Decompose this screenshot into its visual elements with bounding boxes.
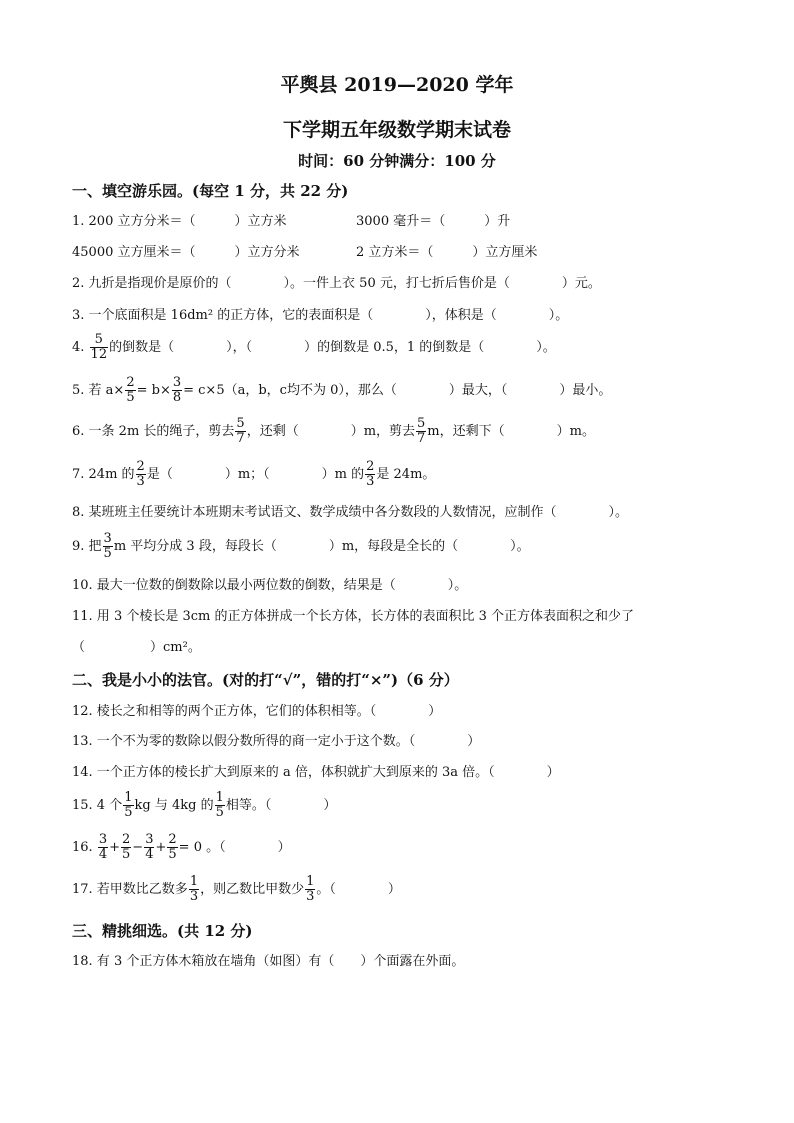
question-4: 4. $\frac{5}{12}$ 的倒数是（ ），（ ）的倒数是 0.5，1 的倒数是（ ）。 [72, 332, 556, 362]
fraction: $\frac{2}{3}$ [136, 459, 145, 489]
question-17: 17. 若甲数比乙数多 $\frac{1}{3}$ ，则乙数比甲数少 $\frac{1}{3}$ 。（ ） [72, 874, 401, 904]
fraction: $\frac{5}{7}$ [417, 416, 426, 446]
question-10: 10. 最大一位数的倒数除以最小两位数的倒数，结果是（ ）。 [72, 578, 468, 593]
question-5: 5. 若 a× $\frac{2}{5}$ = b× $\frac{3}{8}$ = c×5（a，b，c均不为 0），那么（ ）最大，（ ）最小。 [72, 375, 612, 405]
exam-subtitle: 时间：60 分钟满分：100 分 [298, 152, 496, 170]
fraction: $\frac{2}{5}$ [126, 375, 135, 405]
question-13: 13. 一个不为零的数除以假分数所得的商一定小于这个数。（ ） [72, 734, 481, 749]
question-1d: 2 立方米＝（ ）立方厘米 [356, 245, 538, 260]
fraction: $\frac{3}{5}$ [103, 531, 112, 561]
fraction: $\frac{5}{7}$ [236, 416, 245, 446]
question-1b: 3000 毫升＝（ ）升 [356, 214, 511, 229]
question-1c: 45000 立方厘米＝（ ）立方分米 [72, 245, 300, 260]
question-6: 6. 一条 2m 长的绳子，剪去 $\frac{5}{7}$ ，还剩（ ）m，剪去 $\frac{5}{7}$ m，还剩下（ ）m。 [72, 416, 595, 446]
question-8: 8. 某班班主任要统计本班期末考试语文、数学成绩中各分数段的人数情况，应制作（ ）。 [72, 505, 629, 520]
fraction: $\frac{1}{5}$ [215, 790, 224, 820]
fraction: $\frac{2}{5}$ [168, 832, 177, 862]
question-7: 7. 24m 的 $\frac{2}{3}$ 是（ ）m；（ ）m 的 $\frac{2}{3}$ 是 24m。 [72, 459, 436, 489]
question-18: 18. 有 3 个正方体木箱放在墙角（如图）有（ ）个面露在外面。 [72, 954, 465, 969]
section-1-heading: 一、填空游乐园。(每空 1 分，共 22 分) [72, 182, 349, 200]
fraction: $\frac{3}{4}$ [98, 832, 108, 862]
question-11a: 11. 用 3 个棱长是 3cm 的正方体拼成一个长方体，长方体的表面积比 3 个正方体表面积之和少了 [72, 609, 635, 624]
fraction: $\frac{1}{3}$ [189, 874, 199, 904]
fraction: $\frac{2}{3}$ [366, 459, 375, 489]
question-15: 15. 4 个 $\frac{1}{5}$ kg 与 4kg 的 $\frac{1}{5}$ 相等。（ ） [72, 790, 337, 820]
question-12: 12. 棱长之和相等的两个正方体，它们的体积相等。（ ） [72, 704, 442, 719]
question-9: 9. 把 $\frac{3}{5}$ m 平均分成 3 段，每段长（ ）m，每段是全长的（ ）。 [72, 531, 530, 561]
fraction: $\frac{1}{5}$ [124, 790, 133, 820]
fraction: $\frac{3}{8}$ [172, 375, 182, 405]
question-11b: （ ）cm²。 [72, 640, 201, 655]
fraction: $\frac{1}{3}$ [306, 874, 315, 904]
section-3-heading: 三、精挑细选。(共 12 分) [72, 922, 253, 940]
exam-title-line2: 下学期五年级数学期末试卷 [282, 119, 511, 141]
question-3: 3. 一个底面积是 16dm² 的正方体，它的表面积是（ ），体积是（ ）。 [72, 308, 569, 323]
fraction: $\frac{2}{5}$ [122, 832, 131, 862]
section-2-heading: 二、我是小小的法官。(对的打“√”，错的打“×”)（6 分） [72, 671, 459, 689]
fraction: $\frac{5}{12}$ [90, 332, 108, 362]
exam-title-line1: 平舆县 2019—2020 学年 [280, 74, 514, 96]
question-16: 16. $\frac{3}{4}$ + $\frac{2}{5}$ − $\frac{3}{4}$ + $\frac{2}{5}$ = 0 。（ ） [72, 832, 291, 862]
fraction: $\frac{3}{4}$ [145, 832, 154, 862]
question-1a: 1. 200 立方分米＝（ ）立方米 [72, 214, 287, 229]
question-14: 14. 一个正方体的棱长扩大到原来的 a 倍，体积就扩大到原来的 3a 倍。（ ） [72, 765, 560, 780]
question-2: 2. 九折是指现价是原价的（ ）。一件上衣 50 元，打七折后售价是（ ）元。 [72, 276, 601, 291]
